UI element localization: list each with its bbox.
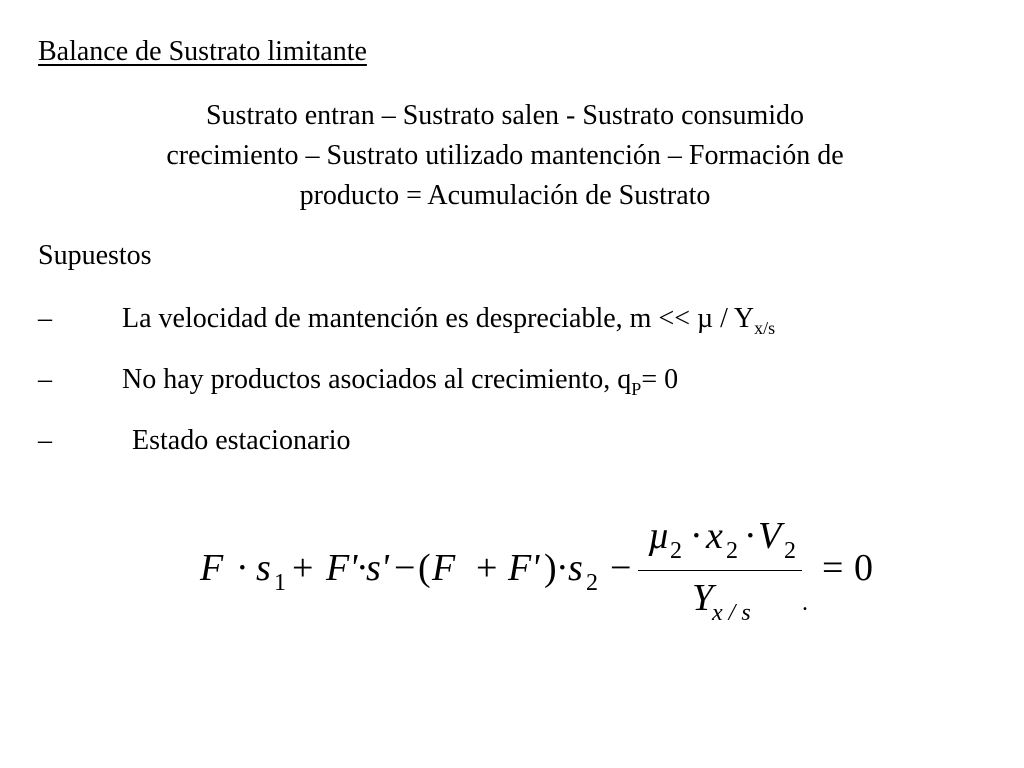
eq-V: V: [758, 515, 782, 557]
eq-F: F: [200, 547, 224, 589]
eq-dot: ·: [690, 515, 703, 557]
assumption-text: Estado estacionario: [132, 425, 351, 456]
product-subscript: P: [631, 379, 642, 399]
assumptions-label: Supuestos: [38, 240, 152, 271]
fraction-bar: [638, 570, 802, 571]
eq-dot: ·: [236, 547, 249, 589]
eq-sprime: s': [366, 547, 389, 589]
eq-s: s: [568, 547, 583, 589]
assumption-text: No hay productos asociados al crecimiento, $q_P= 0$: [122, 364, 679, 399]
eq-zero: 0: [854, 547, 873, 589]
eq-subscript: 2: [670, 538, 682, 564]
eq-equals: =: [822, 547, 844, 589]
eq-s: s: [256, 547, 271, 589]
eq-subscript: 2: [586, 570, 598, 596]
eq-minus: −: [610, 547, 632, 589]
assumption-text: La velocidad de mantención es despreciable, $m << \mu / Y_{x/s}$: [122, 303, 776, 338]
eq-period: .: [802, 590, 808, 616]
statement-line-2: crecimiento – Sustrato utilizado mantención – Formación de: [166, 140, 844, 171]
eq-plus: +: [476, 547, 498, 589]
eq-lparen: (: [418, 547, 431, 589]
eq-F: F: [432, 547, 456, 589]
slide-title: Balance de Sustrato limitante: [38, 36, 367, 67]
dash-bullet: –: [38, 425, 52, 456]
eq-x: x: [706, 515, 723, 557]
eq-dot: ·: [744, 515, 757, 557]
statement-line-1: Sustrato entran – Sustrato salen - Sustrato consumido: [205, 100, 805, 131]
eq-Fprime: F': [326, 547, 358, 589]
dash-bullet: –: [38, 303, 52, 334]
eq-dot: ·: [356, 547, 369, 589]
eq-mu: µ: [648, 515, 670, 557]
dash-bullet: –: [38, 364, 52, 395]
balance-statement: [30, 96, 980, 216]
eq-subscript-xs: x / s: [712, 600, 751, 626]
eq-Fprime: F': [508, 547, 540, 589]
eq-Y: Y: [692, 577, 714, 619]
substrate-balance-equation: [190, 515, 890, 630]
statement-line-3: producto = Acumulación de Sustrato: [299, 180, 711, 211]
eq-subscript: 2: [726, 538, 738, 564]
eq-dot: ·: [556, 547, 569, 589]
eq-rparen: ): [544, 547, 557, 589]
eq-plus: +: [292, 547, 314, 589]
eq-subscript: 1: [274, 570, 286, 596]
eq-subscript: 2: [784, 538, 796, 564]
eq-minus: −: [394, 547, 416, 589]
yield-subscript: x/s: [754, 318, 776, 338]
